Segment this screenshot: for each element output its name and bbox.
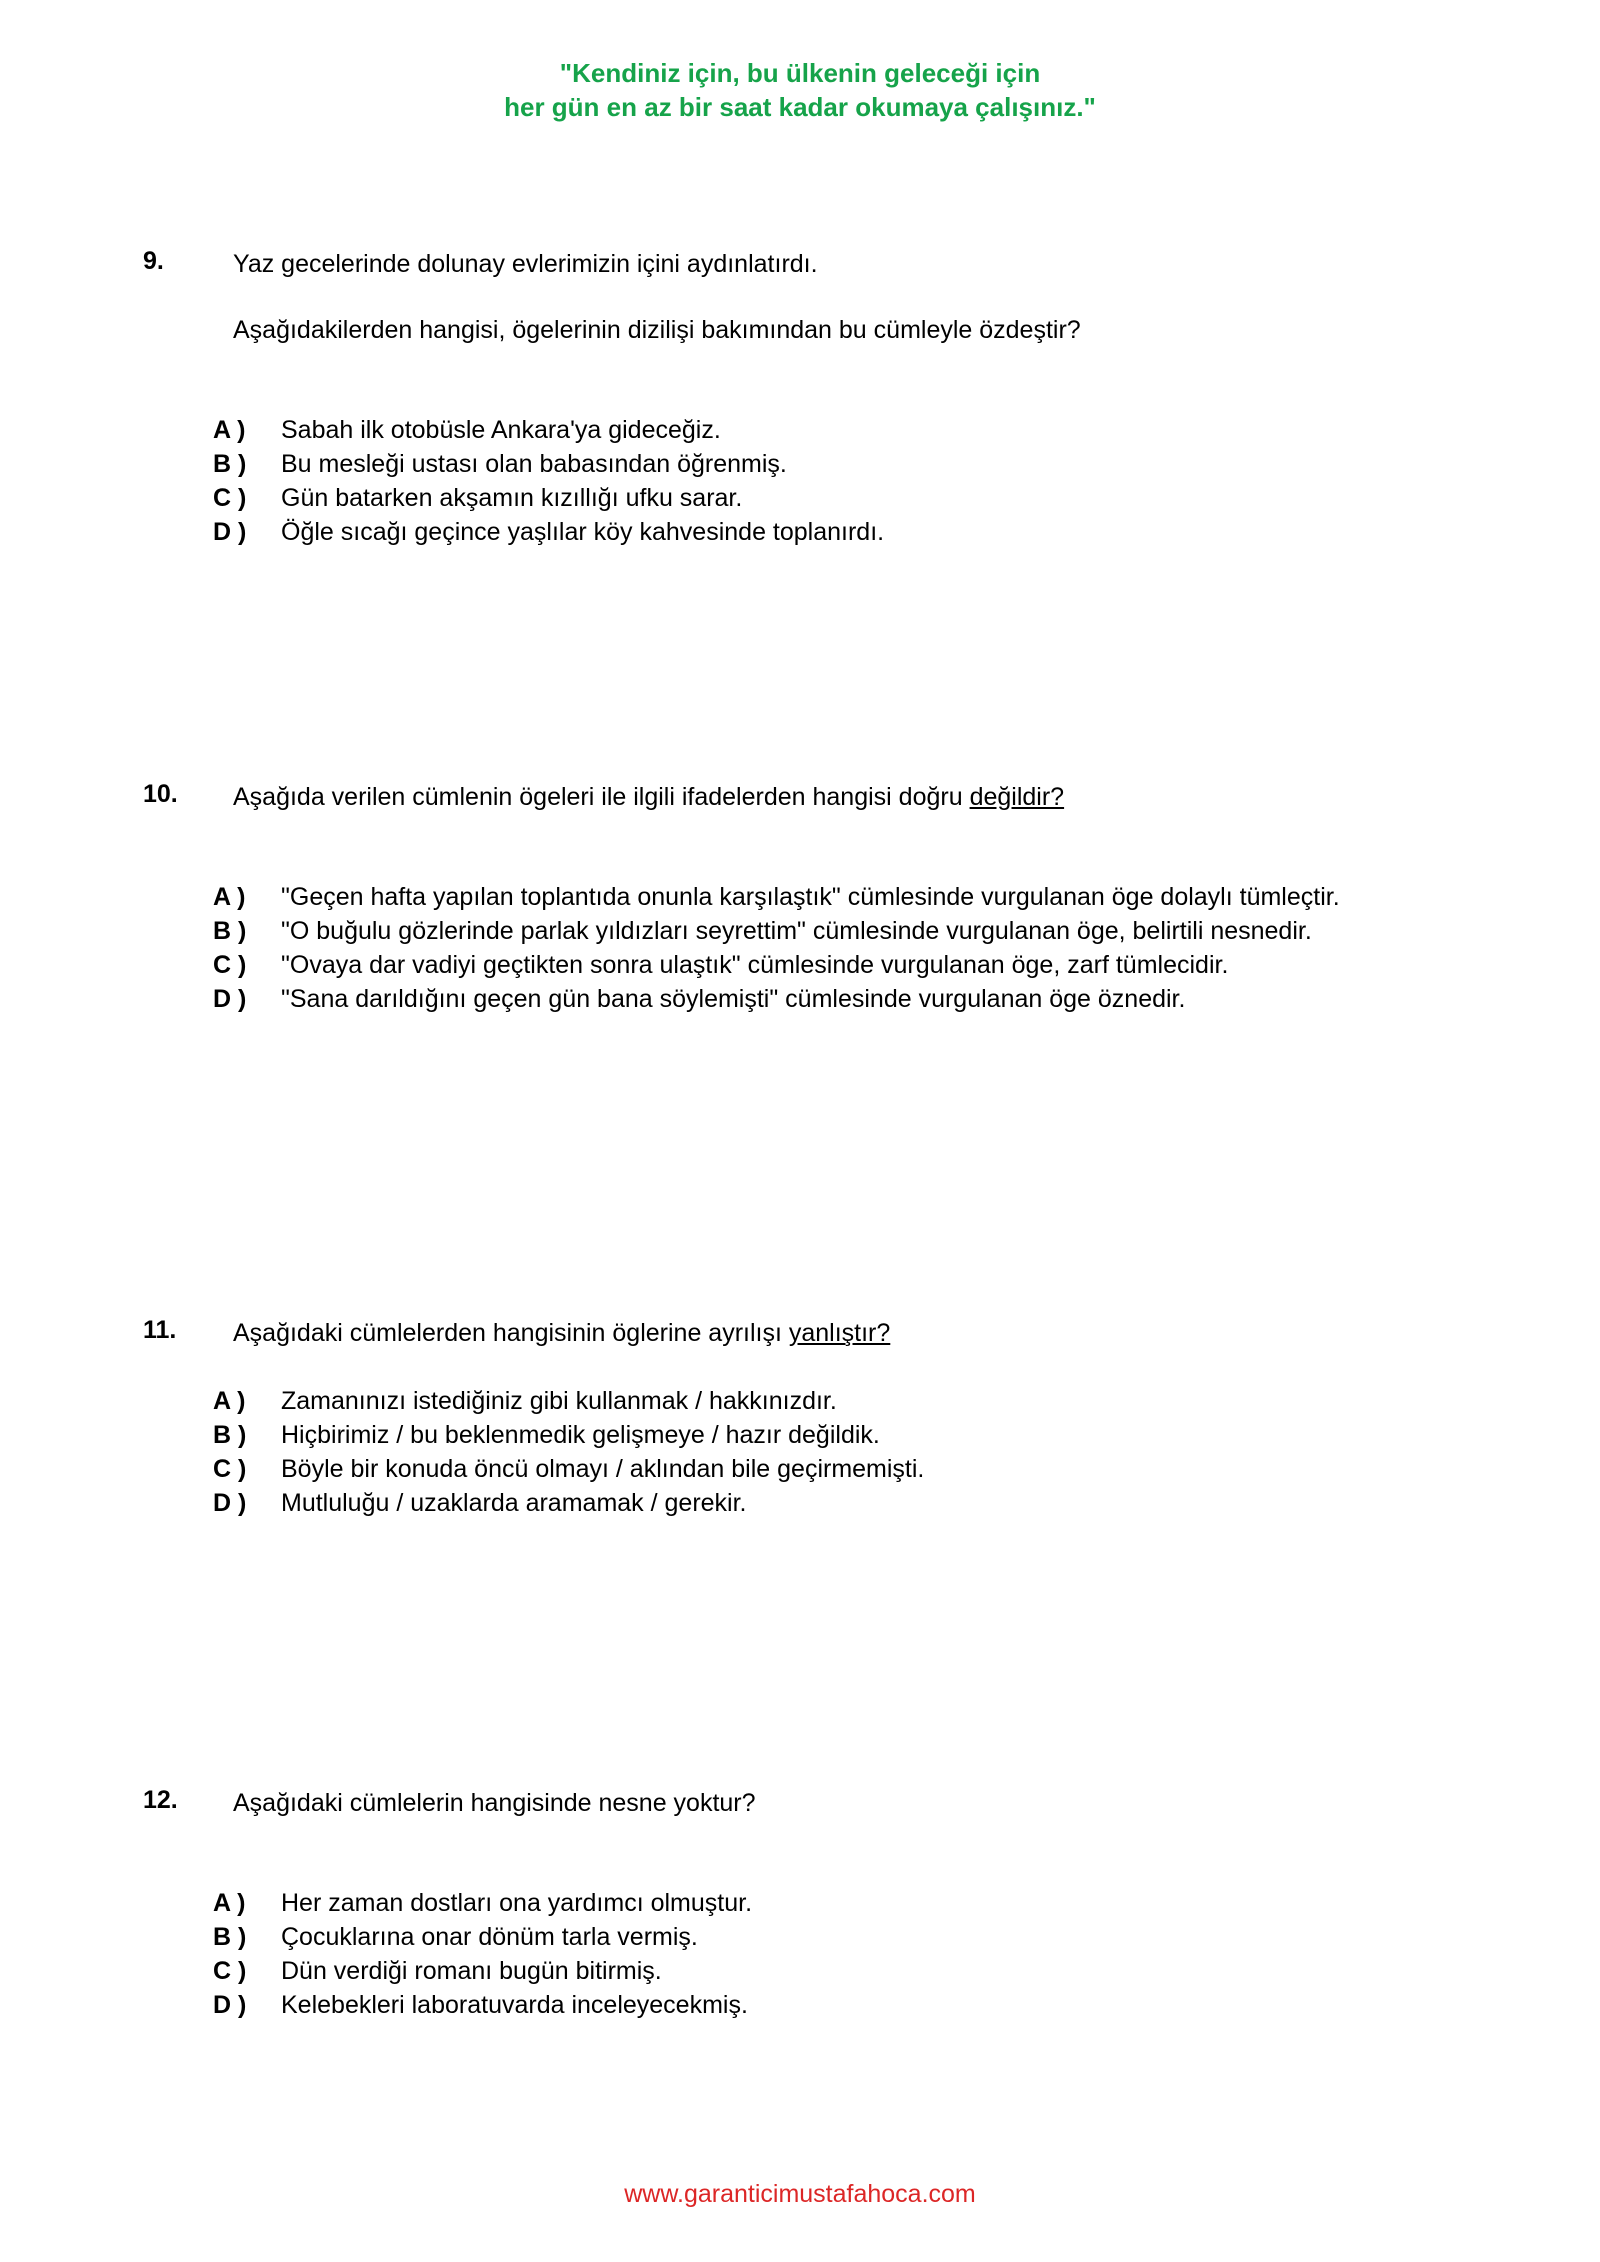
option-letter: C ) [213,1455,247,1483]
question-number: 9. [143,247,164,275]
option-text: "Sana darıldığını geçen gün bana söylemişti" cümlesinde vurgulanan öge öznedir. [281,985,1186,1013]
question-12 [143,1786,1343,2022]
question-9 [143,247,1343,549]
option-text: Gün batarken akşamın kızıllığı ufku sarar. [281,484,743,512]
question-text: Yaz gecelerinde dolunay evlerimizin içini aydınlatırdı. [233,250,818,278]
option-letter: C ) [213,1957,247,1985]
motto-line-1: "Kendiniz için, bu ülkenin geleceği için [559,58,1041,88]
option-text: Çocuklarına onar dönüm tarla vermiş. [281,1923,698,1951]
question-text-main: Aşağıdaki cümlelerden hangisinin öglerine ayrılışı [233,1319,789,1347]
option-letter: D ) [213,518,247,546]
option-text: "Geçen hafta yapılan toplantıda onunla karşılaştık" cümlesinde vurgulanan öge dolaylı tümleçtir. [281,883,1340,911]
option-d[interactable] [213,982,1343,1016]
option-d[interactable] [213,1988,1343,2022]
option-text: Mutluluğu / uzaklarda aramamak / gerekir. [281,1489,747,1517]
option-text: Zamanınızı istediğiniz gibi kullanmak / hakkınızdır. [281,1387,837,1415]
option-text: Hiçbirimiz / bu beklenmedik gelişmeye / hazır değildik. [281,1421,880,1449]
option-d[interactable] [213,515,1343,549]
question-text [233,780,1343,814]
option-letter: A ) [213,1889,246,1917]
option-letter: D ) [213,985,247,1013]
footer-url[interactable]: www.garanticimustafahoca.com [624,2180,976,2208]
option-text: Sabah ilk otobüsle Ankara'ya gideceğiz. [281,416,721,444]
option-letter: A ) [213,1387,246,1415]
motto-header [0,56,1600,124]
option-text: Her zaman dostları ona yardımcı olmuştur. [281,1889,753,1917]
options-list [213,413,1343,549]
option-letter: B ) [213,917,247,945]
question-emphasis: yanlıştır? [788,1319,891,1347]
option-c[interactable] [213,481,1343,515]
option-letter: A ) [213,883,246,911]
option-letter: B ) [213,1421,247,1449]
option-letter: C ) [213,484,247,512]
option-text: Öğle sıcağı geçince yaşlılar köy kahvesinde toplanırdı. [281,518,885,546]
option-a[interactable] [213,1886,1343,1920]
option-text: Böyle bir konuda öncü olmayı / aklından bile geçirmemişti. [281,1455,925,1483]
question-number: 11. [143,1316,177,1344]
option-letter: D ) [213,1489,247,1517]
question-emphasis: değildir? [969,783,1065,811]
option-text: Bu mesleği ustası olan babasından öğrenmiş. [281,450,787,478]
option-letter: C ) [213,951,247,979]
option-text: Kelebekleri laboratuvarda inceleyecekmiş. [281,1991,748,2019]
option-letter: D ) [213,1991,247,2019]
question-number: 12. [143,1786,178,1814]
option-c[interactable] [213,1452,1343,1486]
question-10 [143,780,1343,1016]
option-letter: A ) [213,416,246,444]
option-b[interactable] [213,447,1343,481]
option-a[interactable] [213,880,1343,914]
options-list [213,1886,1343,2022]
question-stem: Aşağıdakilerden hangisi, ögelerinin dizilişi bakımından bu cümleyle özdeştir? [233,316,1081,344]
option-text: "Ovaya dar vadiyi geçtikten sonra ulaştık" cümlesinde vurgulanan öge, zarf tümlecidir. [281,951,1229,979]
question-text-main: Aşağıda verilen cümlenin ögeleri ile ilgili ifadelerden hangisi doğru [233,783,970,811]
option-b[interactable] [213,914,1343,948]
option-b[interactable] [213,1418,1343,1452]
option-letter: B ) [213,450,247,478]
option-c[interactable] [213,948,1343,982]
question-number: 10. [143,780,178,808]
question-text: Aşağıdaki cümlelerin hangisinde nesne yoktur? [233,1789,756,1817]
question-11 [143,1316,1343,1520]
option-c[interactable] [213,1954,1343,1988]
option-a[interactable] [213,413,1343,447]
options-list [213,1384,1343,1520]
option-b[interactable] [213,1920,1343,1954]
options-list [213,880,1343,1016]
question-text [233,1316,1343,1350]
option-letter: B ) [213,1923,247,1951]
option-text: Dün verdiği romanı bugün bitirmiş. [281,1957,662,1985]
option-a[interactable] [213,1384,1343,1418]
option-d[interactable] [213,1486,1343,1520]
option-text: "O buğulu gözlerinde parlak yıldızları seyrettim" cümlesinde vurgulanan öge, belirtili nesnedir. [281,917,1312,945]
motto-line-2: her gün en az bir saat kadar okumaya çalışınız." [504,92,1096,122]
